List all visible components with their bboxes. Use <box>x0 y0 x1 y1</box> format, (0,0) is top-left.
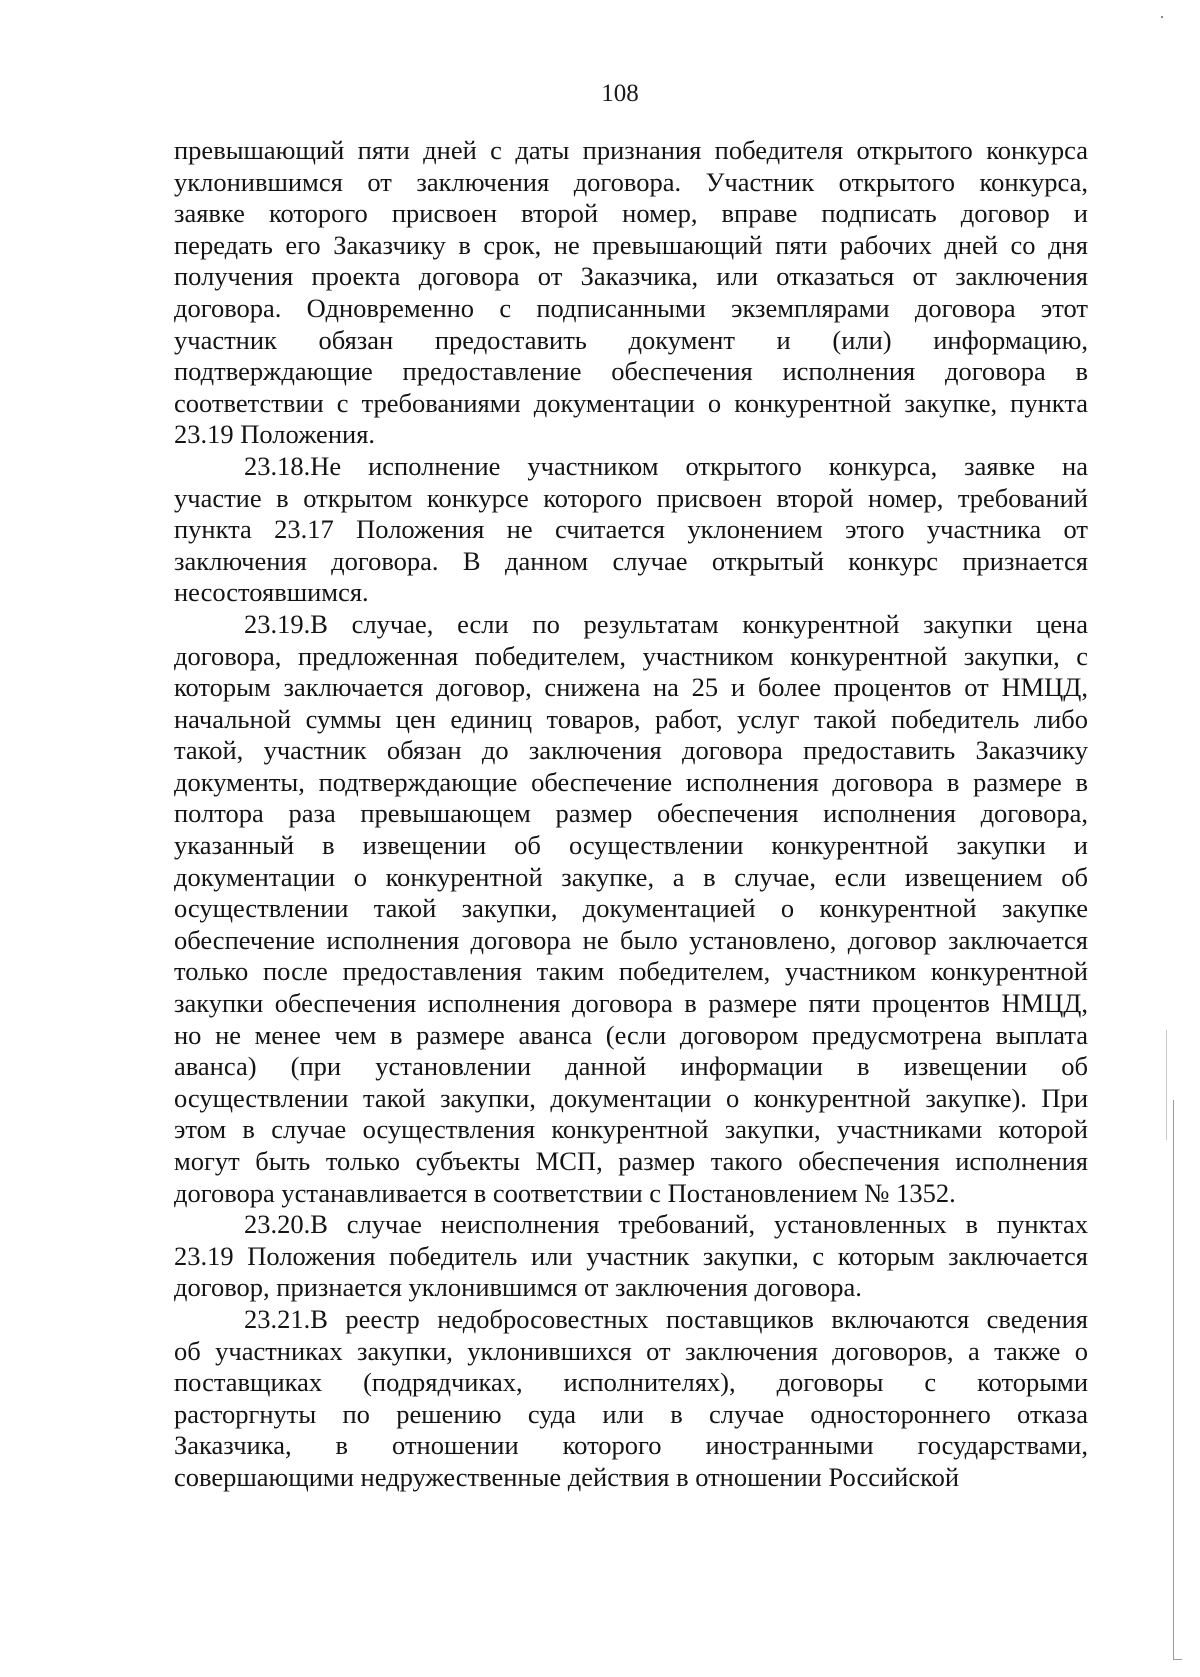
text-line: 23.19 Положения. <box>174 419 376 450</box>
text-line: расторгнуты по решению суда или в случае одностороннего отказа <box>174 1398 1088 1429</box>
text-line: превышающий пяти дней с даты признания победителя открытого конкурса <box>174 135 1088 165</box>
text-line: которым заключается договор, снижена на 25 и более процентов от НМЦД, <box>174 672 1088 703</box>
text-line: уклонившимся от заключения договора. Участник открытого конкурса, <box>174 166 1088 197</box>
scan-edge-tick <box>1173 1659 1182 1660</box>
text-line: договор, признается уклонившимся от заключения договора. <box>174 1272 862 1303</box>
text-line: документы, подтверждающие обеспечение исполнения договора в размере в <box>174 766 1088 797</box>
scan-edge-line <box>1173 1100 1174 1660</box>
text-line: этом в случае осуществления конкурентной закупки, участниками которой <box>174 1114 1088 1145</box>
text-line: документации о конкурентной закупке, а в случае, если извещением об <box>174 861 1088 892</box>
text-line: участник обязан предоставить документ и (или) информацию, <box>174 324 1088 355</box>
text-line: могут быть только субъекты МСП, размер такого обеспечения исполнения <box>174 1146 1088 1176</box>
paragraph-23-21 <box>174 1304 1088 1494</box>
text-line: 23.19 Положения победитель или участник закупки, с которым заключается <box>174 1240 1088 1271</box>
text-line: получения проекта договора от Заказчика, или отказаться от заключения <box>174 261 1088 292</box>
text-line: обеспечение исполнения договора не было установлено, договор заключается <box>174 924 1088 955</box>
text-line: только после предоставления таким победителем, участником конкурентной <box>174 956 1088 987</box>
text-line: подтверждающие предоставление обеспечения исполнения договора в <box>174 356 1088 387</box>
text-line: договора устанавливается в соответствии с Постановлением № 1352. <box>174 1177 956 1208</box>
text-line: заявке которого присвоен второй номер, вправе подписать договор и <box>174 198 1088 229</box>
paragraph-23-20 <box>174 1209 1088 1304</box>
scan-dust-dot <box>1161 16 1163 18</box>
text-line: участие в открытом конкурсе которого присвоен второй номер, требований <box>174 482 1088 513</box>
text-line: поставщиках (подрядчиках, исполнителях), договоры с которыми <box>174 1367 1088 1398</box>
text-line: полтора раза превышающем размер обеспечения исполнения договора, <box>174 798 1088 829</box>
paragraph-23-18 <box>174 451 1088 609</box>
text-line: пункта 23.17 Положения не считается уклонением этого участника от <box>174 514 1088 545</box>
text-line: такой, участник обязан до заключения договора предоставить Заказчику <box>174 735 1088 766</box>
body-text <box>174 135 1088 1494</box>
text-line: указанный в извещении об осуществлении конкурентной закупки и <box>174 830 1088 861</box>
text-line: осуществлении такой закупки, документацией о конкурентной закупке <box>174 893 1088 924</box>
text-line: но не менее чем в размере аванса (если договором предусмотрена выплата <box>174 1019 1088 1050</box>
text-line: 23.20.В случае неисполнения требований, установленных в пунктах <box>244 1209 1088 1240</box>
page-number: 108 <box>601 80 639 107</box>
text-line: 23.19.В случае, если по результатам конкурентной закупки цена <box>244 608 1088 639</box>
text-line: соответствии с требованиями документации о конкурентной закупке, пункта <box>174 387 1088 418</box>
text-line: об участниках закупки, уклонившихся от заключения договоров, а также о <box>174 1335 1088 1366</box>
text-line: закупки обеспечения исполнения договора в размере пяти процентов НМЦД, <box>174 988 1088 1019</box>
paragraph-continued <box>174 135 1088 451</box>
text-line: аванса) (при установлении данной информации в извещении об <box>174 1051 1088 1082</box>
text-line: осуществлении такой закупки, документации о конкурентной закупке). При <box>174 1082 1088 1113</box>
text-line: начальной суммы цен единиц товаров, работ, услуг такой победитель либо <box>174 703 1088 734</box>
text-line: 23.21.В реестр недобросовестных поставщиков включаются сведения <box>244 1303 1088 1334</box>
text-line: заключения договора. В данном случае открытый конкурс признается <box>174 545 1088 576</box>
text-line: совершающими недружественные действия в отношении Российской <box>174 1461 960 1492</box>
text-line: несостоявшимся. <box>174 577 369 608</box>
text-line: Заказчика, в отношении которого иностранными государствами, <box>174 1430 1088 1461</box>
text-line: договора, предложенная победителем, участником конкурентной закупки, с <box>174 640 1088 671</box>
text-line: передать его Заказчику в срок, не превышающий пяти рабочих дней со дня <box>174 229 1088 260</box>
text-line: 23.18.Не исполнение участником открытого конкурса, заявке на <box>244 450 1088 481</box>
paragraph-23-19 <box>174 609 1088 1209</box>
scan-edge-shadow <box>1166 1030 1167 1140</box>
text-line: договора. Одновременно с подписанными экземплярами договора этот <box>174 292 1088 323</box>
